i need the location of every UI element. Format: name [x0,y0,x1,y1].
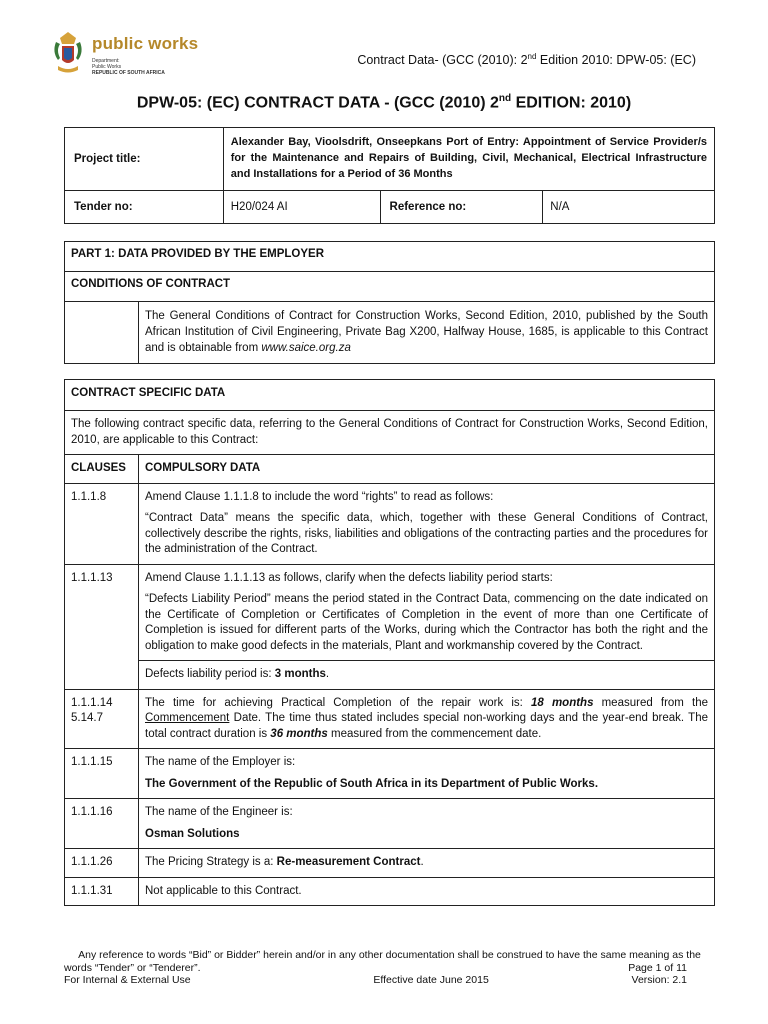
clause-number: 1.1.1.16 [65,799,139,849]
logo-sub-department: Department: [92,58,120,64]
clause-text: The time for achieving Practical Completion of the repair work is: 18 months measured from the Commencement Date. The time thus stated includes special non-working days and the year-end break. The total contract duration is 36 months measured from the commencement date. [139,689,715,749]
project-table [64,127,715,224]
project-title-value: Alexander Bay, Vioolsdrift, Onseepkans Port of Entry: Appointment of Service Provider/s for the Maintenance and Repairs of Building, Civil, Mechanical, Electrical Infrastructure and Installations for a Period of 36 Months [223,128,714,191]
clause-number: 1.1.1.13 [65,564,139,689]
clause-text: The Pricing Strategy is a: Re-measurement Contract. [139,849,715,878]
page-footer [64,949,715,987]
clause-text: The name of the Engineer is: [145,806,293,818]
conditions-blank-cell [65,302,139,364]
running-header: Contract Data- (GCC (2010): 2nd Edition 2010: DPW-05: (EC) [357,52,696,68]
clause-number: 1.1.1.26 [65,849,139,878]
part1-heading: PART 1: DATA PROVIDED BY THE EMPLOYER [65,242,715,272]
conditions-text: The General Conditions of Contract for Construction Works, Second Edition, 2010, published by the South African Institution of Civil Engineering, Private Bag X200, Halfway House, 1685, is applicable to this Contract and is obtainable from www.saice.org.za [139,302,715,364]
table-row [65,849,715,878]
table-row [65,689,715,749]
public-works-logo [48,30,228,78]
document-title: DPW-05: (EC) CONTRACT DATA - (GCC (2010) 2nd EDITION: 2010) [136,93,632,112]
project-title-label: Project title: [65,128,224,191]
employer-name: The Government of the Republic of South Africa in its Department of Public Works. [145,777,599,790]
logo-sub-public-works: Public Works [92,64,122,70]
clause-text: “Contract Data” means the specific data, which, together with these General Conditions of Contract, collectively describe the rights, risks, liabilities and obligations of the contracting parties and the procedures for the administration of the Contract. [145,512,708,555]
csd-heading: CONTRACT SPECIFIC DATA [65,380,715,411]
defects-liability-line: Defects liability period is: 3 months. [139,660,714,683]
footer-version: Version: 2.1 [631,974,687,986]
logo-sub-republic: REPUBLIC OF SOUTH AFRICA [92,70,165,76]
reference-no-value: N/A [543,191,715,224]
footer-effective-date: Effective date June 2015 [373,974,489,986]
footer-disclaimer: Any reference to words “Bid” or Bidder” herein and/or in any other documentation shall be construed to have the same meaning as the [78,949,701,961]
clause-text: “Defects Liability Period” means the period stated in the Contract Data, commencing on the date indicated on the Certificate of Completion or Certificates of Completion in the event of more than one Certificate of Completion is issued for different parts of the Works, during which the Contractor has both the right and the obligation to make good defects in the materials, Plant and workmanship covered by the Contract. [145,593,708,652]
clause-number: 1.1.1.14 5.14.7 [65,689,139,749]
tender-no-value: H20/024 AI [223,191,380,224]
clause-text: Amend Clause 1.1.1.8 to include the word “rights” to read as follows: [145,490,494,503]
footer-disclaimer-cont: words “Tender” or “Tenderer”. [64,961,201,974]
conditions-heading: CONDITIONS OF CONTRACT [65,272,715,302]
clause-number: 1.1.1.8 [65,483,139,564]
page-number: Page 1 of 11 [628,961,687,974]
footer-usage: For Internal & External Use [64,974,191,986]
table-row [65,799,715,849]
clause-number: 1.1.1.31 [65,877,139,906]
clause-text: Amend Clause 1.1.1.13 as follows, clarify when the defects liability period starts: [145,571,553,584]
contract-specific-data-table [64,379,715,906]
table-row [65,564,715,689]
logo-brand-text: public works [92,34,199,53]
table-row [65,877,715,906]
saice-link[interactable]: www.saice.org.za [261,342,351,354]
reference-no-label: Reference no: [380,191,543,224]
table-row [65,483,715,564]
csd-intro: The following contract specific data, referring to the General Conditions of Contract for Construction Works, Second Edition, 2010, are applicable to this Contract: [65,411,715,455]
table-row [65,749,715,799]
clause-number: 1.1.1.15 [65,749,139,799]
col-compulsory-data-header: COMPULSORY DATA [139,455,715,484]
part1-table [64,241,715,364]
col-clauses-header: CLAUSES [65,455,139,484]
engineer-name: Osman Solutions [145,827,240,840]
clause-text: Not applicable to this Contract. [139,877,715,906]
tender-no-label: Tender no: [65,191,224,224]
coat-of-arms-icon [48,30,88,76]
clause-text: The name of the Employer is: [145,756,296,768]
